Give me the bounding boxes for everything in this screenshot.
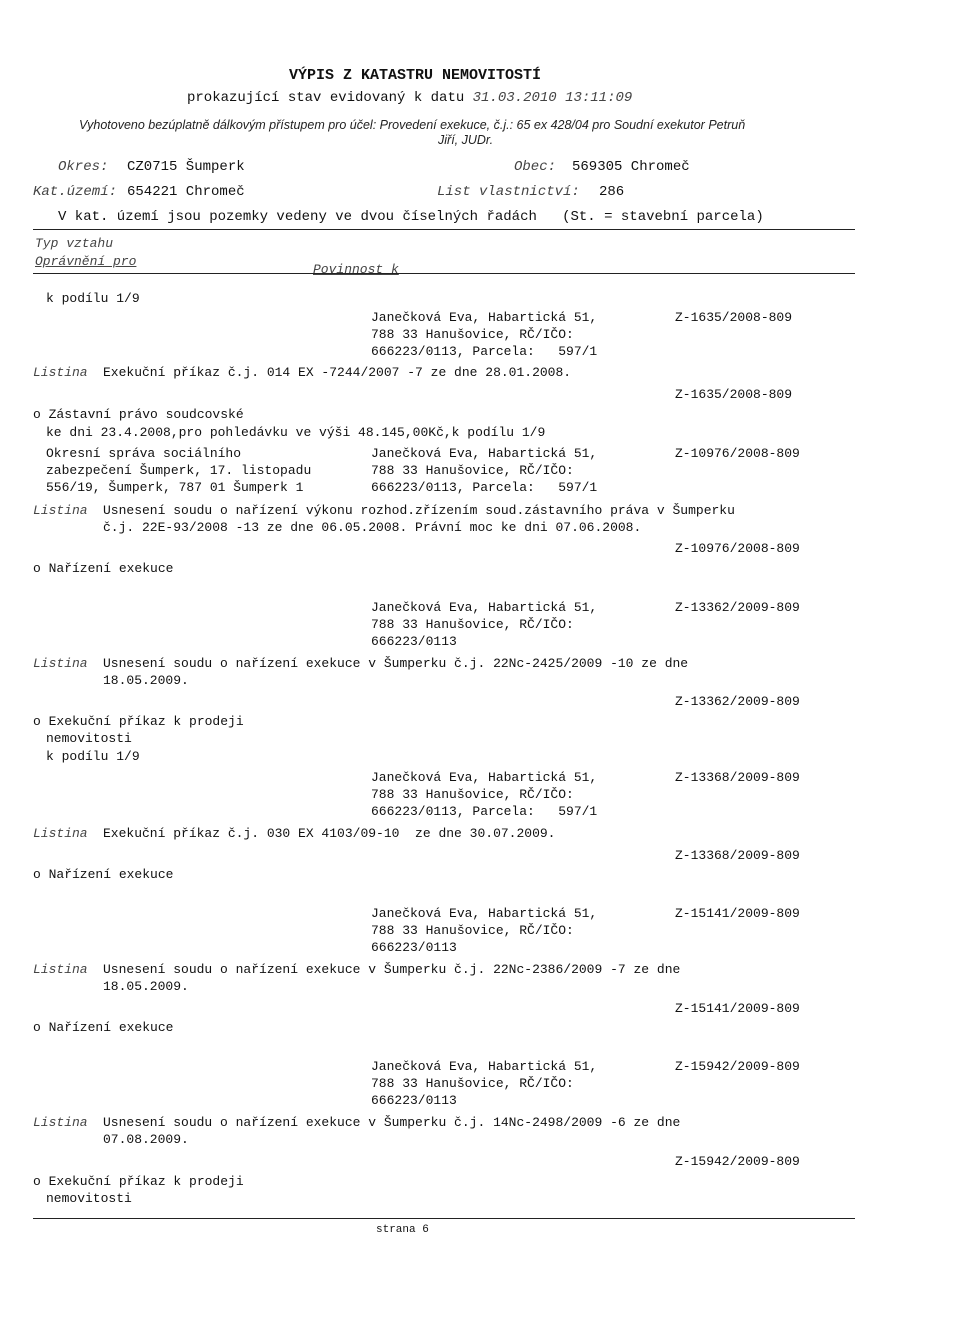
listina-text-cont: č.j. 22E-93/2008 -13 ze dne 06.05.2008. Právní moc ke dni 07.06.2008. [103,520,642,535]
record-number: Z-13368/2009-809 [675,848,800,863]
listina-text: Exekuční příkaz č.j. 030 EX 4103/09-10 ze dne 30.07.2009. [103,826,556,841]
owner-id: 666223/0113 [371,940,457,955]
subtitle-datetime: 31.03.2010 13:11:09 [472,90,633,106]
document-title: VÝPIS Z KATASTRU NEMOVITOSTÍ [289,67,542,84]
listina-text-cont: 07.08.2009. [103,1132,189,1147]
listina-label: Listina [33,365,88,380]
entry-title-cont: nemovitosti [46,731,132,746]
listina-text: Usnesení soudu o nařízení exekuce v Šumperku č.j. 22Nc-2386/2009 -7 ze dne [103,962,681,977]
record-number: Z-13368/2009-809 [675,770,800,785]
listina-text: Exekuční příkaz č.j. 014 EX -7244/2007 -7 ze dne 28.01.2008. [103,365,572,380]
entry-title: o Nařízení exekuce [33,561,174,576]
owner-id-parcel: 666223/0113, Parcela: 597/1 [371,480,598,495]
owner-address: 788 33 Hanušovice, RČ/IČO: [371,1076,574,1091]
record-number: Z-1635/2008-809 [675,387,793,402]
record-number: Z-15141/2009-809 [675,1001,800,1016]
entry-title-cont: nemovitosti [46,1191,132,1206]
listina-text: Usnesení soudu o nařízení výkonu rozhod.zřízením soud.zástavního práva v Šumperku [103,503,735,518]
subtitle-prefix: prokazující stav evidovaný k datu [187,90,465,106]
column-povinnost-k: Povinnost k [313,262,399,277]
footer-divider [33,1218,855,1219]
owner-address: 788 33 Hanušovice, RČ/IČO: [371,787,574,802]
listina-label: Listina [33,826,88,841]
record-number: Z-15942/2009-809 [675,1154,800,1169]
owner-id: 666223/0113 [371,1093,457,1108]
listina-label: Listina [33,503,88,518]
entry-detail: ke dni 23.4.2008,pro pohledávku ve výši 48.145,00Kč,k podílu 1/9 [46,425,546,440]
record-number: Z-1635/2008-809 [675,310,793,325]
creditor-name: Okresní správa sociálního [46,446,242,461]
owner-address: 788 33 Hanušovice, RČ/IČO: [371,327,574,342]
owner-name: Janečková Eva, Habartická 51, [371,446,598,461]
document-subtitle [187,90,632,106]
okres-label: Okres: [58,159,109,175]
owner-name: Janečková Eva, Habartická 51, [371,310,598,325]
share-text: k podílu 1/9 [46,291,140,306]
creditor-address: zabezpečení Šumperk, 17. listopadu [46,463,312,478]
list-vlastnictvi-label: List vlastnictví: [437,184,580,200]
record-number: Z-10976/2008-809 [675,446,800,461]
record-number: Z-10976/2008-809 [675,541,800,556]
obec-value: 569305 Chromeč [572,159,690,175]
record-number: Z-15942/2009-809 [675,1059,800,1074]
column-typ-vztahu: Typ vztahu [35,236,114,251]
creditor-city: 556/19, Šumperk, 787 01 Šumperk 1 [46,480,304,495]
entry-title: o Exekuční příkaz k prodeji [33,1174,244,1189]
listina-label: Listina [33,1115,88,1130]
listina-label: Listina [33,656,88,671]
listina-text: Usnesení soudu o nařízení exekuce v Šumperku č.j. 14Nc-2498/2009 -6 ze dne [103,1115,681,1130]
listina-text-cont: 18.05.2009. [103,979,189,994]
page-number: strana 6 [376,1224,429,1236]
listina-label: Listina [33,962,88,977]
kat-uzemi-label: Kat.území: [33,184,118,200]
entry-title: o Nařízení exekuce [33,867,174,882]
remote-access-line-2: Jiří, JUDr. [438,133,494,147]
listina-text-cont: 18.05.2009. [103,673,189,688]
kat-uzemi-value: 654221 Chromeč [127,184,245,200]
list-vlastnictvi-value: 286 [599,184,625,200]
record-number: Z-15141/2009-809 [675,906,800,921]
owner-address: 788 33 Hanušovice, RČ/IČO: [371,923,574,938]
owner-name: Janečková Eva, Habartická 51, [371,770,598,785]
column-opravneni-pro: Oprávnění pro [35,254,137,269]
remote-access-line-1: Vyhotoveno bezúplatně dálkovým přístupem pro účel: Provedení exekuce, č.j.: 65 ex 428/04 pro Soudní exekutor Petruň [79,118,746,132]
obec-label: Obec: [514,159,557,175]
entry-title: o Nařízení exekuce [33,1020,174,1035]
owner-id: 666223/0113 [371,634,457,649]
listina-text: Usnesení soudu o nařízení exekuce v Šumperku č.j. 22Nc-2425/2009 -10 ze dne [103,656,689,671]
owner-id-parcel: 666223/0113, Parcela: 597/1 [371,804,598,819]
cadastre-note: V kat. území jsou pozemky vedeny ve dvou číselných řadách (St. = stavební parcela) [58,209,764,225]
owner-name: Janečková Eva, Habartická 51, [371,1059,598,1074]
owner-name: Janečková Eva, Habartická 51, [371,906,598,921]
owner-address: 788 33 Hanušovice, RČ/IČO: [371,463,574,478]
record-number: Z-13362/2009-809 [675,600,800,615]
owner-name: Janečková Eva, Habartická 51, [371,600,598,615]
share-text: k podílu 1/9 [46,749,140,764]
entry-title: o Exekuční příkaz k prodeji [33,714,244,729]
record-number: Z-13362/2009-809 [675,694,800,709]
entry-title: o Zástavní právo soudcovské [33,407,244,422]
column-header-divider [33,273,855,274]
owner-address: 788 33 Hanušovice, RČ/IČO: [371,617,574,632]
owner-id-parcel: 666223/0113, Parcela: 597/1 [371,344,598,359]
okres-value: CZ0715 Šumperk [127,159,245,175]
header-divider [33,229,855,230]
